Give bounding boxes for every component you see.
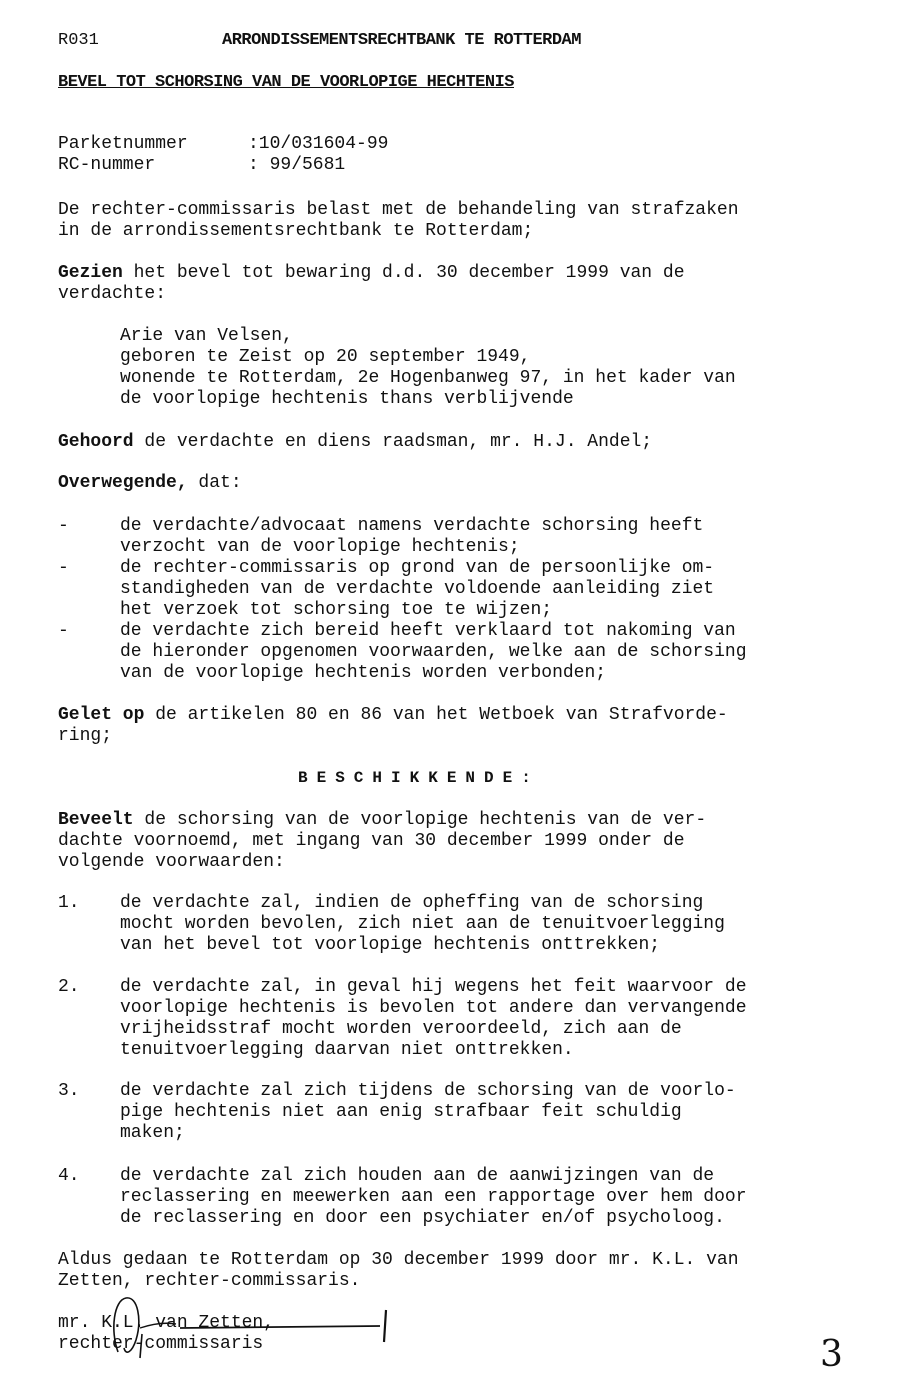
- parketnummer-value: :10/031604-99: [248, 134, 389, 154]
- rc-nummer-label: RC-nummer: [58, 155, 156, 175]
- closing-line: Zetten, rechter-commissaris.: [58, 1271, 361, 1291]
- bullet-marker: -: [58, 516, 69, 536]
- page-number: 3: [820, 1334, 843, 1375]
- overwegende-paragraph: [58, 473, 242, 494]
- signatory-role: rechter-commissaris: [58, 1334, 264, 1354]
- condition-line: pige hechtenis niet aan enig strafbaar feit schuldig: [120, 1102, 682, 1122]
- gelet-text: de artikelen 80 en 86 van het Wetboek van Strafvorde-: [144, 705, 728, 725]
- gezien-keyword: Gezien: [58, 263, 123, 283]
- condition-line: de verdachte zal, in geval hij wegens het feit waarvoor de: [120, 977, 747, 997]
- closing-line: Aldus gedaan te Rotterdam op 30 december 1999 door mr. K.L. van: [58, 1250, 739, 1270]
- condition-number: 2.: [58, 977, 80, 997]
- condition-line: voorlopige hechtenis is bevolen tot andere dan vervangende: [120, 998, 747, 1018]
- gehoord-paragraph: [58, 432, 652, 453]
- condition-line: maken;: [120, 1123, 185, 1143]
- court-name: ARRONDISSEMENTSRECHTBANK TE ROTTERDAM: [222, 31, 581, 50]
- form-code: R031: [58, 31, 99, 50]
- gehoord-keyword: Gehoord: [58, 432, 134, 452]
- consideration-line: van de voorlopige hechtenis worden verbonden;: [120, 663, 607, 683]
- beveelt-text-cont: volgende voorwaarden:: [58, 852, 285, 872]
- condition-number: 1.: [58, 893, 80, 913]
- condition-line: mocht worden bevolen, zich niet aan de tenuitvoerlegging: [120, 914, 725, 934]
- condition-line: van het bevel tot voorlopige hechtenis onttrekken;: [120, 935, 661, 955]
- condition-line: de verdachte zal zich houden aan de aanwijzingen van de: [120, 1166, 715, 1186]
- overwegende-keyword: Overwegende,: [58, 473, 188, 493]
- person-line: wonende te Rotterdam, 2e Hogenbanweg 97, in het kader van: [120, 368, 736, 388]
- signatory-name: mr. K.L. van Zetten,: [58, 1313, 275, 1333]
- parketnummer-label: Parketnummer: [58, 134, 188, 154]
- intro-line: in de arrondissementsrechtbank te Rotterdam;: [58, 221, 534, 241]
- gezien-text-cont: verdachte:: [58, 284, 167, 304]
- condition-line: tenuitvoerlegging daarvan niet onttrekken.: [120, 1040, 574, 1060]
- consideration-line: het verzoek tot schorsing toe te wijzen;: [120, 600, 553, 620]
- person-line: de voorlopige hechtenis thans verblijvende: [120, 389, 574, 409]
- condition-line: reclassering en meewerken aan een rapportage over hem door: [120, 1187, 747, 1207]
- beveelt-text: de schorsing van de voorlopige hechtenis van de ver-: [133, 810, 707, 830]
- condition-number: 4.: [58, 1166, 80, 1186]
- gelet-paragraph: [58, 705, 728, 726]
- overwegende-text: dat:: [187, 473, 242, 493]
- gezien-text: het bevel tot bewaring d.d. 30 december 1999 van de: [122, 263, 685, 283]
- gehoord-text: de verdachte en diens raadsman, mr. H.J. Andel;: [133, 432, 653, 452]
- intro-line: De rechter-commissaris belast met de behandeling van strafzaken: [58, 200, 739, 220]
- beschikkende-heading: BESCHIKKENDE:: [298, 769, 540, 787]
- beveelt-keyword: Beveelt: [58, 810, 134, 830]
- rc-nummer-value: : 99/5681: [248, 155, 346, 175]
- condition-number: 3.: [58, 1081, 80, 1101]
- condition-line: de verdachte zal, indien de opheffing van de schorsing: [120, 893, 704, 913]
- document-title: BEVEL TOT SCHORSING VAN DE VOORLOPIGE HECHTENIS: [58, 73, 514, 92]
- condition-line: de verdachte zal zich tijdens de schorsing van de voorlo-: [120, 1081, 736, 1101]
- bullet-marker: -: [58, 558, 69, 578]
- consideration-line: de rechter-commissaris op grond van de persoonlijke om-: [120, 558, 715, 578]
- gelet-keyword: Gelet op: [58, 705, 145, 725]
- beveelt-text-cont: dachte voornoemd, met ingang van 30 december 1999 onder de: [58, 831, 685, 851]
- consideration-line: de verdachte zich bereid heeft verklaard tot nakoming van: [120, 621, 736, 641]
- bullet-marker: -: [58, 621, 69, 641]
- gelet-text-cont: ring;: [58, 726, 113, 746]
- consideration-line: verzocht van de voorlopige hechtenis;: [120, 537, 520, 557]
- handwritten-signature: [80, 1290, 400, 1370]
- beveelt-paragraph: [58, 810, 706, 831]
- condition-line: de reclassering en door een psychiater en/of psycholoog.: [120, 1208, 725, 1228]
- person-line: Arie van Velsen,: [120, 326, 293, 346]
- condition-line: vrijheidsstraf mocht worden veroordeeld, zich aan de: [120, 1019, 682, 1039]
- consideration-line: de verdachte/advocaat namens verdachte schorsing heeft: [120, 516, 704, 536]
- person-line: geboren te Zeist op 20 september 1949,: [120, 347, 531, 367]
- consideration-line: standigheden van de verdachte voldoende aanleiding ziet: [120, 579, 715, 599]
- gezien-paragraph: [58, 263, 685, 284]
- consideration-line: de hieronder opgenomen voorwaarden, welke aan de schorsing: [120, 642, 747, 662]
